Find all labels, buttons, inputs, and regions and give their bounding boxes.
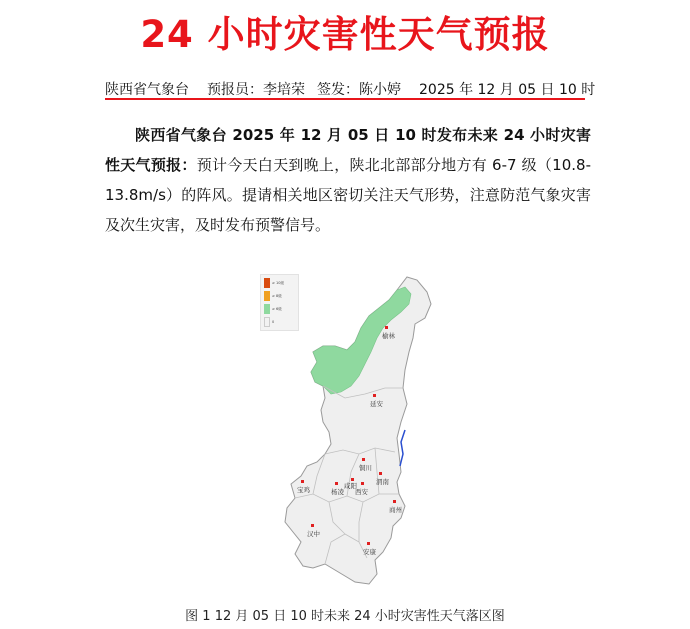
legend-label: ≥ 8级 — [272, 294, 282, 298]
city-label-yulin: 榆林 — [382, 332, 395, 340]
yellow-river — [400, 430, 405, 466]
city-label-shangzhou: 商州 — [389, 506, 402, 514]
city-dot-yulin — [385, 326, 388, 329]
city-dot-yanan — [373, 394, 376, 397]
legend-label: 0 — [272, 320, 275, 324]
city-label-baoji: 宝鸡 — [297, 486, 310, 494]
legend-item — [264, 317, 298, 327]
city-dot-weinan — [379, 472, 382, 475]
forecast-lead: 陕西省气象台 2025 年 12 月 05 日 10 时发布未来 24 小时灾害性天气预报： — [105, 126, 591, 174]
meta-org: 陕西省气象台 — [105, 82, 189, 98]
city-label-hanzhong: 汉中 — [307, 530, 320, 538]
legend-swatch — [264, 278, 270, 288]
city-dot-xian — [361, 482, 364, 485]
legend-item — [264, 304, 298, 314]
city-dot-yangling — [335, 482, 338, 485]
legend-label: ≥ 10级 — [272, 281, 284, 285]
city-dot-xianyang — [351, 478, 354, 481]
city-label-ankang: 安康 — [363, 548, 376, 556]
city-dot-hanzhong — [311, 524, 314, 527]
city-label-weinan: 渭南 — [376, 478, 389, 486]
red-divider — [105, 98, 585, 100]
legend-label: ≥ 6级 — [272, 307, 282, 311]
city-dot-baoji — [301, 480, 304, 483]
city-dot-tongchuan — [362, 458, 365, 461]
legend-swatch — [264, 304, 270, 314]
forecast-paragraph — [105, 120, 591, 240]
figure-caption: 图 1 12 月 05 日 10 时未来 24 小时灾害性天气落区图 — [185, 609, 505, 624]
city-dot-ankang — [367, 542, 370, 545]
city-label-xian: 西安 — [355, 488, 368, 496]
page-title: 24 小时灾害性天气预报 — [140, 13, 550, 56]
legend-item — [264, 291, 298, 301]
meta-datetime: 2025 年 12 月 05 日 10 时 — [419, 82, 596, 98]
meta-line — [105, 79, 596, 98]
city-label-tongchuan: 铜川 — [359, 464, 372, 472]
meta-forecaster: 预报员：李培荣 — [207, 82, 305, 98]
legend-item — [264, 278, 298, 288]
legend-swatch — [264, 291, 270, 301]
legend-swatch — [264, 317, 270, 327]
forecast-text: 预计今天白天到晚上，陕北北部部分地方有 6-7 级（10.8-13.8m/s）的阵风。提请相关地区密切关注天气形势，注意防范气象灾害及次生灾害，及时发布预警信号。 — [105, 156, 591, 234]
city-label-yanan: 延安 — [370, 400, 383, 408]
city-label-yangling: 杨凌 — [331, 488, 344, 496]
city-dot-shangzhou — [393, 500, 396, 503]
meta-issuer: 签发：陈小婷 — [317, 82, 401, 98]
map-legend — [260, 274, 299, 331]
city-label-xianyang: 咸阳 — [344, 482, 357, 490]
